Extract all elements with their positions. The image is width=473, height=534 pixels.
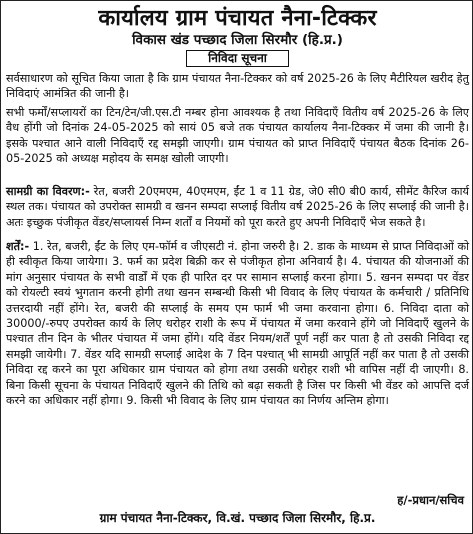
material-text: रेत, बजरी 20एमएम, 40एमएम, ईंट 1 व 11 ग्रेड, जे0 सी0 बी0 कार्य, सीमेंट कैरिज कार्य स्थल तक। पंचायत को उपरोक्त सामग्री व खनन सम्पदा सप्लाई वितीय वर्ष 2025-26 के लिए सप्लाई की जानी है। अतः इच्छुक पंजीकृत वेंडर/सप्लायर्स निम्न शर्तों व नियमों को पूरा करते हुए अपनी निविदाएँ भेज सकते है। [6, 185, 469, 229]
material-label: सामग्री का विवरण:- [6, 185, 90, 198]
office-subtitle: विकास खंड पच्छाद जिला सिरमौर (हि.प्र.) [132, 32, 343, 48]
notice-label: निविदा सूचना [186, 50, 289, 67]
submission-paragraph: सभी फर्मों/सप्लायरों का टिन/टेन/जी.एस.टी नम्बर होना आवश्यक है तथा निविदाएँ वितीय वर्ष 2025-26 के लिए वैध होंगी जो दिनांक 24-05-2025 को सायं 05 बजे तक पंचायत कार्यालय नैना-टिक्कर में जमा की जानी है। इसके पश्चात आने वाली निविदाएँ रद्द समझी जाएगी। ग्राम पंचायत को प्राप्त निविदाएँ पंचायत बैठक दिनांक 26-05-2025 को अध्यक्ष महोदय के समक्ष खोली जाएगी। [6, 106, 469, 166]
intro-paragraph: सर्वसाधारण को सूचित किया जाता है कि ग्राम पंचायत नैना-टिक्कर को वर्ष 2025-26 के लिए मैटीरियल खरीद हेतु निविदाएं आमंत्रित की जानी है। [6, 72, 469, 101]
footer-address: ग्राम पंचायत नैना-टिक्कर, वि.खं. पच्छाद जिला सिरमौर, हि.प्र. [99, 511, 376, 525]
conditions-paragraph [6, 239, 469, 408]
material-paragraph [6, 184, 469, 230]
conditions-text: 1. रेत, बजरी, ईंट के लिए एम-फॉर्म व जीएसटी नं. होना जरुरी है। 2. डाक के माध्यम से प्राप्त निविदाओं को ही स्वीकृत किया जायेगा। 3. फर्म का प्रदेश बिक्री कर से पंजीकृत होना अनिवार्य है। 4. पंचायत की योजनाओं की मांग अनुसार पंचायत के सभी वार्डों में एक ही पारित दर पर सामान सप्लाई करना होगा। 5. खनन सम्पदा पर वेंडर को रोयल्टी स्वयं भुगतान करनी होगी तथा खनन सम्बन्धी किसी भी विवाद के लिए पंचायत के कर्मचारी / प्रतिनिधि उत्तरदायी नहीं होंगे। रेत, बजरी की सप्लाई के समय एम फार्म भी जमा करवाना होगा। 6. निविदा दाता को 30000/-रुपए उपरोक्त कार्य के लिए धरोहर राशी के रूप में पंचायत में जमा करवाने होंगे जो निविदाएँ खुलने के पश्चात तीन दिन के भीतर पंचायत में जमा होंगे। यदि वेंडर नियम/शर्तें पूर्ण नहीं कर पाता है तो उसकी निविदा रद्द समझी जायेगी। 7. वेंडर यदि सामग्री सप्लाई आदेश के 7 दिन पश्चात् भी सामग्री आपूर्ति नहीं कर पाता है तो उसकी निविदा रद्द करने का पूरा अधिकार ग्राम पंचायत को होगा तथा उसकी धरोहर राशी भी वापिस नहीं दी जाएगी। 8. बिना किसी सूचना के पंचायत निविदाएँ खुलने की तिथि को बढ़ा सकती है जिस पर किसी भी वेंडर को आपत्ति दर्ज करने का अधिकार नहीं होगा। 9. किसी भी विवाद के लिए ग्राम पंचायत का निर्णय अन्तिम होगा। [6, 240, 469, 408]
conditions-label: शर्तें:- [6, 240, 30, 253]
office-title: कार्यालय ग्राम पंचायत नैना-टिक्कर [98, 6, 377, 31]
signature: ह/-प्रधान/सचिव [397, 493, 464, 507]
